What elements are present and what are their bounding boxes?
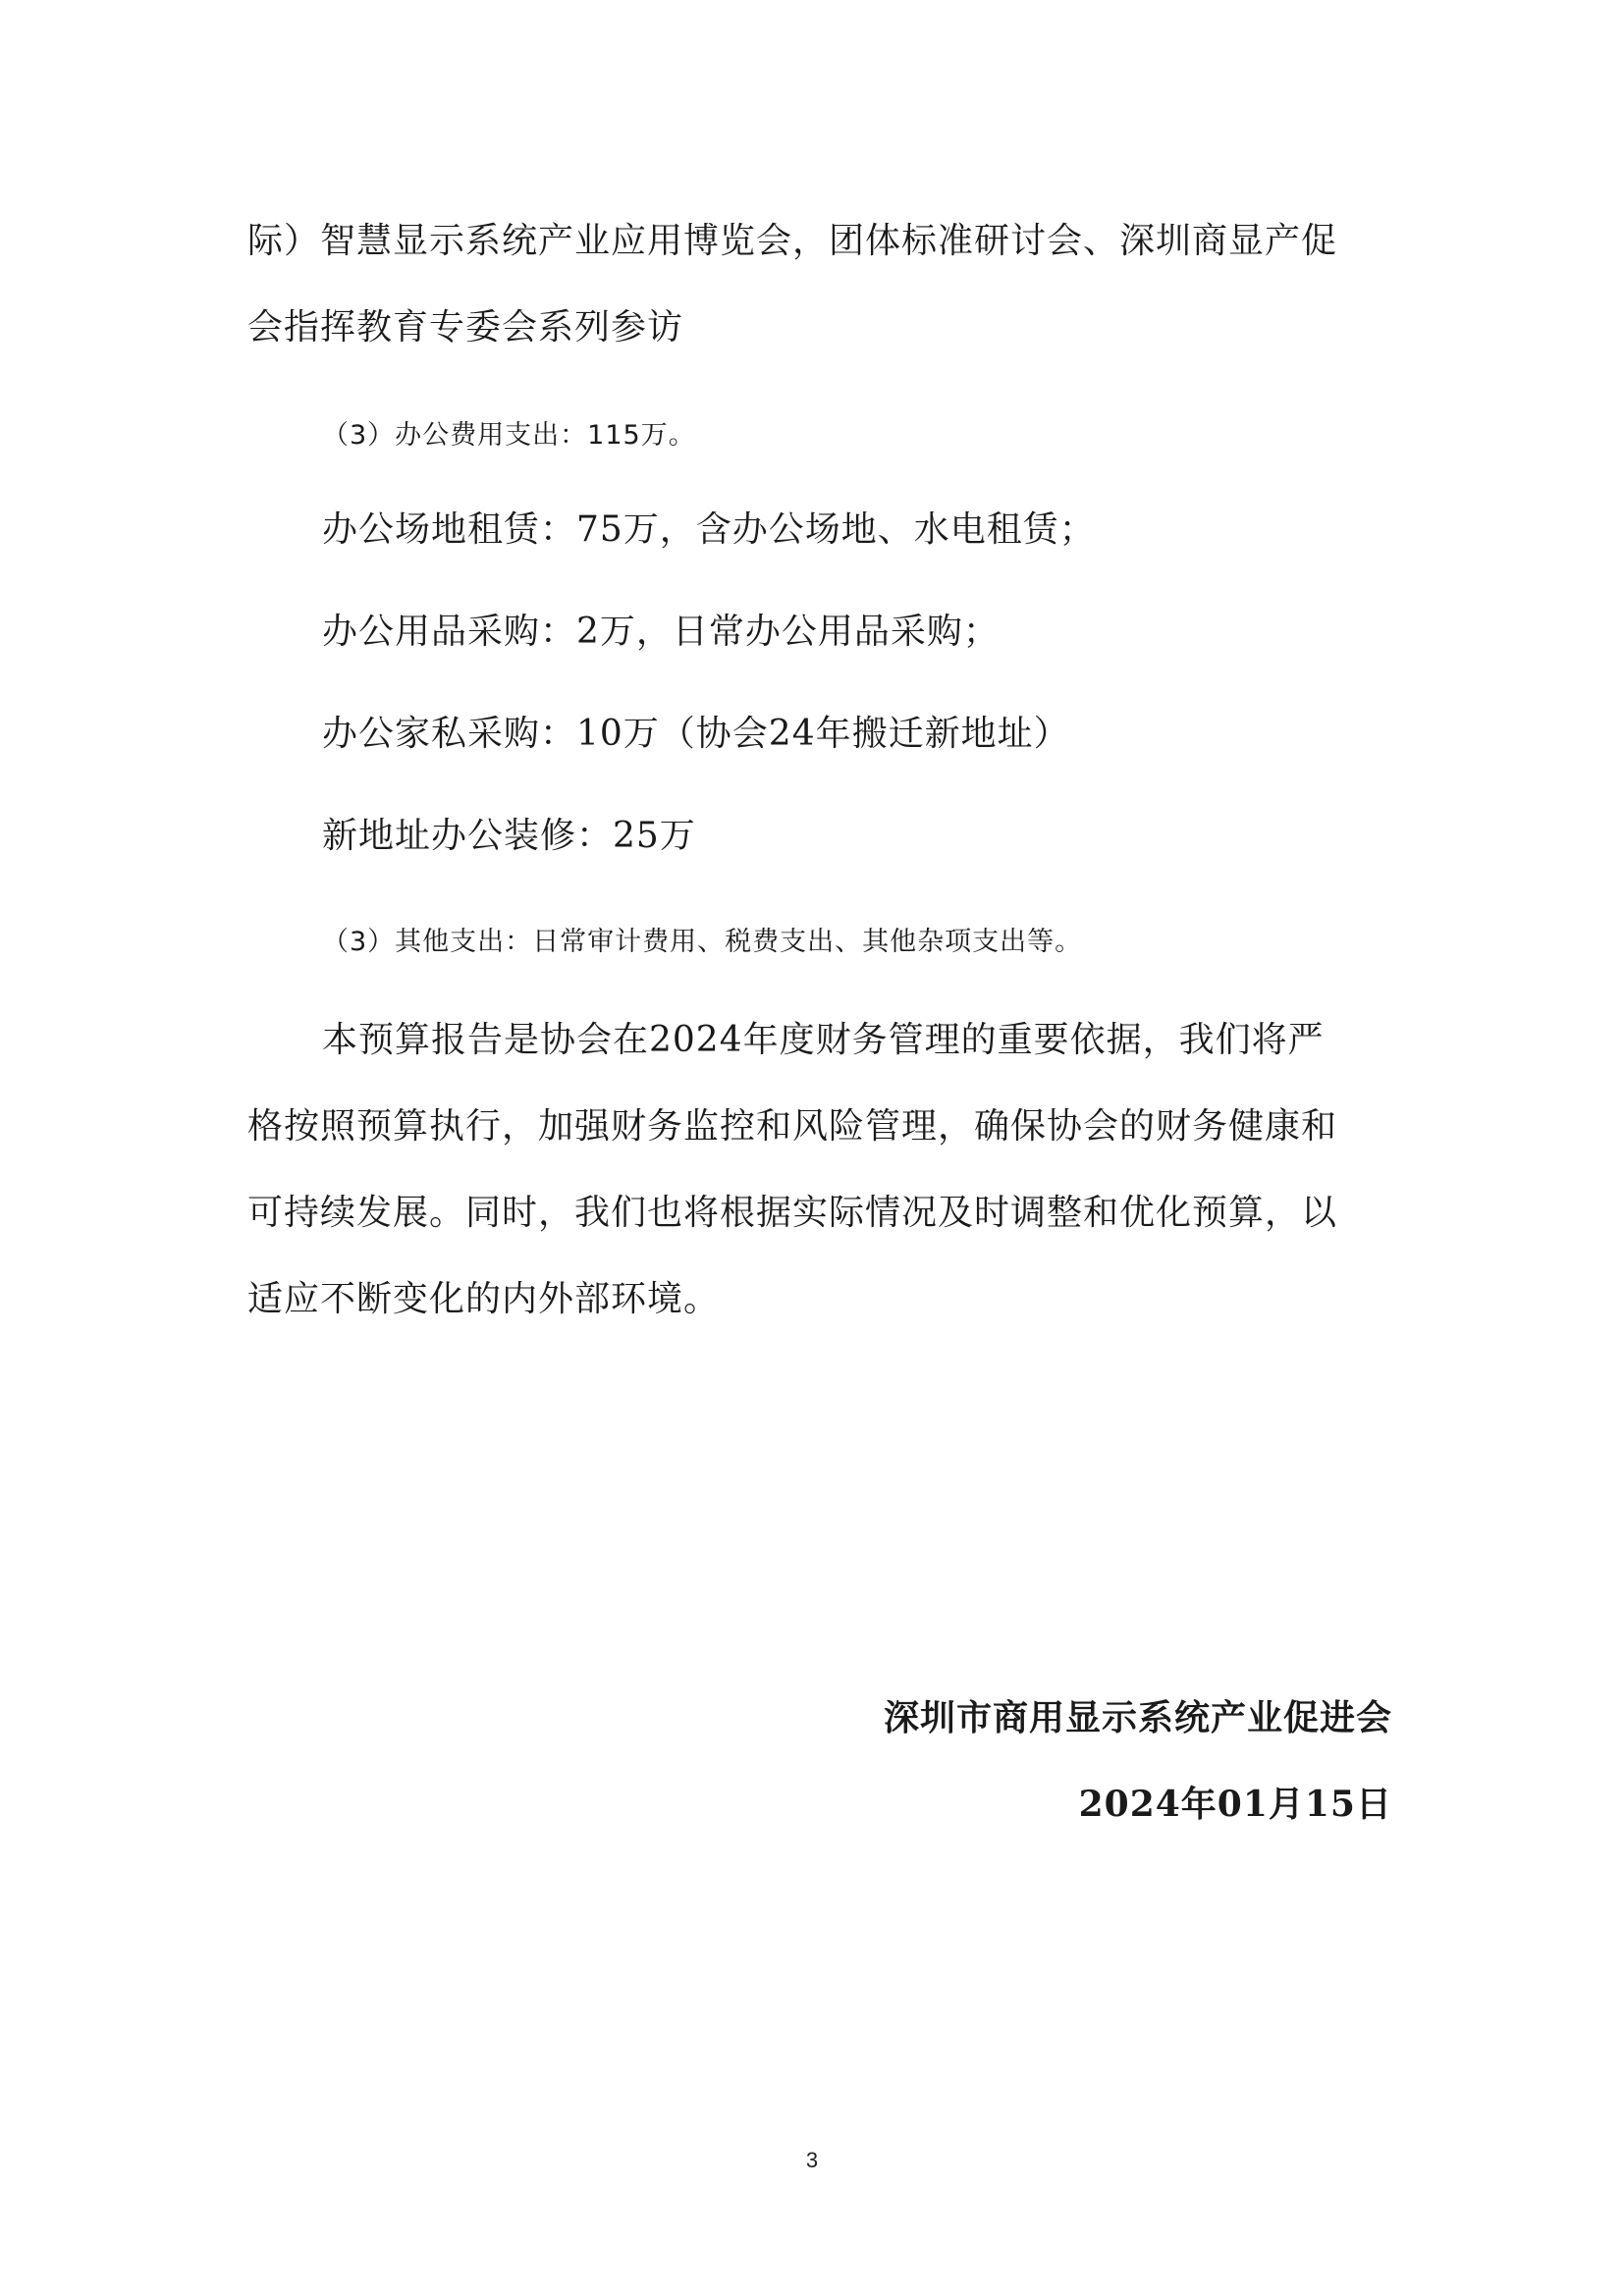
closing-paragraph-line-3: 可持续发展。同时，我们也将根据实际情况及时调整和优化预算，以: [247, 1193, 1338, 1233]
signature-date: 2024年01月15日: [1078, 1784, 1392, 1825]
office-expense-heading: （3）办公费用支出：115万。: [322, 420, 696, 451]
office-item-rent: 办公场地租赁：75万，含办公场地、水电租赁；: [322, 509, 1096, 550]
continuation-line-1: 际）智慧显示系统产业应用博览会，团体标准研讨会、深圳商显产促: [247, 221, 1338, 261]
continuation-line-2: 会指挥教育专委会系列参访: [247, 307, 684, 347]
office-item-renovation: 新地址办公装修：25万: [322, 816, 696, 856]
closing-paragraph-line-4: 适应不断变化的内外部环境。: [247, 1279, 721, 1319]
page-number: 3: [805, 2148, 819, 2172]
office-item-supplies: 办公用品采购：2万，日常办公用品采购；: [322, 612, 1000, 652]
closing-paragraph-line-1: 本预算报告是协会在2024年度财务管理的重要依据，我们将严: [322, 1020, 1325, 1060]
office-item-furniture: 办公家私采购：10万（协会24年搬迁新地址）: [322, 714, 1070, 754]
other-expense-heading: （3）其他支出：日常审计费用、税费支出、其他杂项支出等。: [322, 927, 1083, 957]
signature-organization: 深圳市商用显示系统产业促进会: [883, 1697, 1392, 1738]
closing-paragraph-line-2: 格按照预算执行，加强财务监控和风险管理，确保协会的财务健康和: [247, 1106, 1338, 1147]
